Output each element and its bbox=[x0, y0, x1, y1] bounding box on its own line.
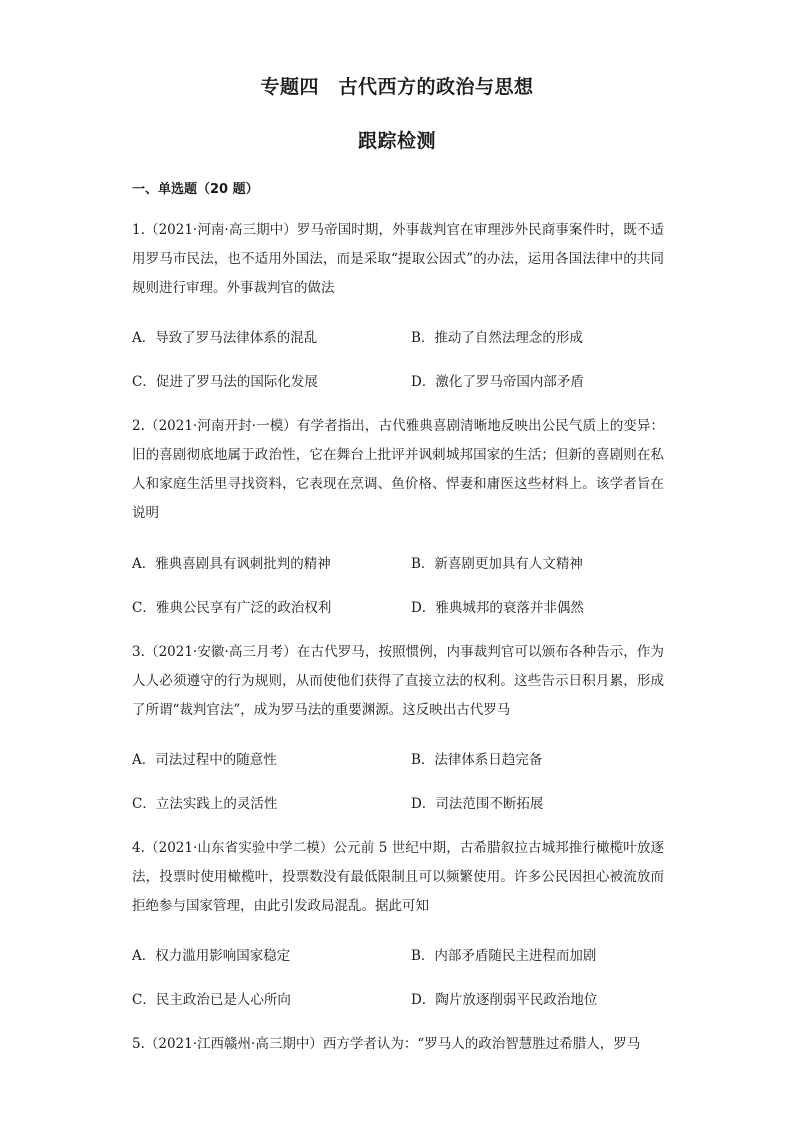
question-1-stem: 1.（2021·河南·高三期中）罗马帝国时期，外事裁判官在审理涉外民商事案件时，既不适用罗马市民法，也不适用外国法，而是采取“提取公因式”的办法，运用各国法律中的共同规则进行审理。外事裁判官的做法 bbox=[132, 222, 664, 296]
question-1-option-c: C．促进了罗马法的国际化发展 bbox=[132, 374, 318, 390]
section-heading: 一、单选题（20 题） bbox=[132, 182, 259, 197]
question-4-option-c: C．民主政治已是人心所向 bbox=[132, 992, 291, 1008]
question-2-option-d: D．雅典城邦的衰落并非偶然 bbox=[411, 600, 584, 616]
question-2-stem: 2.（2021·河南开封·一模）有学者指出，古代雅典喜剧清晰地反映出公民气质上的变异：旧的喜剧彻底地属于政治性，它在舞台上批评并讽刺城邦国家的生活；但新的喜剧则在私人和家庭生活里寻找资料，它表现在烹调、鱼价格、悍妻和庸医这些材料上。该学者旨在说明 bbox=[132, 418, 664, 521]
question-3-option-a: A．司法过程中的随意性 bbox=[132, 752, 277, 768]
question-4-option-d: D．陶片放逐削弱平民政治地位 bbox=[411, 992, 598, 1008]
question-3-stem: 3.（2021·安徽·高三月考）在古代罗马，按照惯例，内事裁判官可以颁布各种告示，作为人人必须遵守的行为规则，从而使他们获得了直接立法的权利。这些告示日积月累，形成了所谓“裁判官法”，成为罗马法的重要渊源。这反映出古代罗马 bbox=[132, 644, 664, 718]
question-1-option-a: A．导致了罗马法律体系的混乱 bbox=[132, 330, 318, 346]
question-1-option-d: D．激化了罗马帝国内部矛盾 bbox=[411, 374, 584, 390]
question-1-option-b: B．推动了自然法理念的形成 bbox=[411, 330, 583, 346]
question-3-option-d: D．司法范围不断拓展 bbox=[411, 796, 544, 812]
question-4-stem: 4.（2021·山东省实验中学二模）公元前 5 世纪中期，古希腊叙拉古城邦推行橄榄叶放逐法，投票时使用橄榄叶，投票数没有最低限制且可以频繁使用。许多公民因担心被流放而拒绝参与国家管理，由此引发政局混乱。据此可知 bbox=[132, 840, 664, 914]
question-5-stem: 5.（2021·江西赣州·高三期中）西方学者认为：“罗马人的政治智慧胜过希腊人，罗马 bbox=[132, 1036, 641, 1052]
question-4-option-a: A．权力滥用影响国家稳定 bbox=[132, 948, 291, 964]
question-3-option-b: B．法律体系日趋完备 bbox=[411, 752, 543, 768]
document-title: 专题四 古代西方的政治与思想 bbox=[260, 76, 534, 98]
question-4-option-b: B．内部矛盾随民主进程而加剧 bbox=[411, 948, 597, 964]
question-2-option-a: A．雅典喜剧具有讽刺批判的精神 bbox=[132, 556, 331, 572]
question-2-option-c: C．雅典公民享有广泛的政治权利 bbox=[132, 600, 332, 616]
document-subtitle: 跟踪检测 bbox=[357, 130, 436, 152]
question-3-option-c: C．立法实践上的灵活性 bbox=[132, 796, 278, 812]
question-2-option-b: B．新喜剧更加具有人文精神 bbox=[411, 556, 583, 572]
